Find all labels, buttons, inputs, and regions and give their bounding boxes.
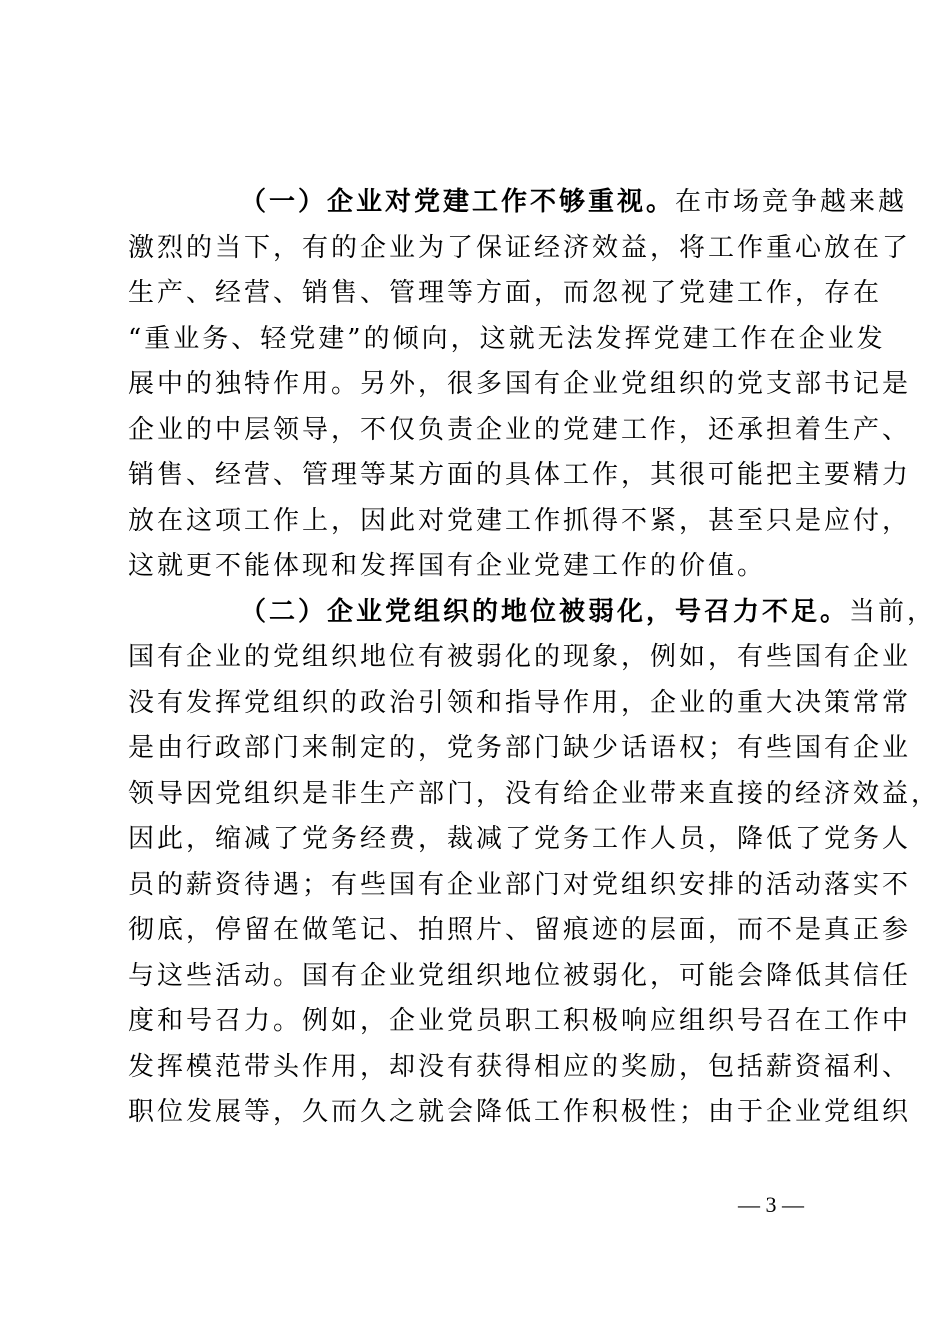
paragraph-2-line: 彻底，停留在做笔记、拍照片、留痕迹的层面，而不是真正参 (128, 915, 912, 945)
paragraph-2-line: 因此，缩减了党务经费，裁减了党务工作人员，降低了党务人 (128, 824, 912, 854)
paragraph-1-line: 生产、经营、销售、管理等方面，而忽视了党建工作，存在 (128, 278, 883, 308)
paragraph-2-line: 发挥模范带头作用，却没有获得相应的奖励，包括薪资福利、 (128, 1051, 912, 1082)
paragraph-1-first-rest: 在市场竞争越来越 (675, 187, 908, 217)
paragraph-2-heading: （二）企业党组织的地位被弱化，号召力不足。 (240, 596, 850, 627)
paragraph-1-line: 销售、经营、管理等某方面的具体工作，其很可能把主要精力 (128, 460, 912, 490)
paragraph-2-line: 没有发挥党组织的政治引领和指导作用，企业的重大决策常常 (128, 687, 912, 718)
paragraph-2-line: 领导因党组织是非生产部门，没有给企业带来直接的经济效益， (128, 778, 941, 809)
paragraph-1-line: 展中的独特作用。另外，很多国有企业党组织的党支部书记是 (128, 369, 912, 399)
paragraph-2-line: 国有企业的党组织地位有被弱化的现象，例如，有些国有企业 (128, 642, 912, 672)
paragraph-2-line: 职位发展等，久而久之就会降低工作积极性；由于企业党组织 (128, 1097, 912, 1127)
paragraph-2-line: 员的薪资待遇；有些国有企业部门对党组织安排的活动落实不 (128, 869, 912, 900)
paragraph-1-line: 企业的中层领导，不仅负责企业的党建工作，还承担着生产、 (128, 414, 912, 445)
paragraph-1-line-1 (128, 180, 908, 226)
body-text (128, 180, 941, 1136)
paragraph-1-line: 放在这项工作上，因此对党建工作抓得不紧，甚至只是应付， (128, 505, 912, 536)
paragraph-1-heading: （一）企业对党建工作不够重视。 (240, 187, 676, 217)
paragraph-2-first-rest: 当前， (849, 596, 937, 627)
paragraph-1-line: 这就更不能体现和发挥国有企业党建工作的价值。 (128, 551, 767, 581)
paragraph-2-line-1 (128, 590, 937, 636)
paragraph-1-line: “重业务、轻党建”的倾向，这就无法发挥党建工作在企业发 (128, 323, 886, 354)
paragraph-2-line: 与这些活动。国有企业党组织地位被弱化，可能会降低其信任 (128, 960, 912, 991)
paragraph-1-line: 激烈的当下，有的企业为了保证经济效益，将工作重心放在了 (128, 232, 912, 263)
paragraph-2-line: 是由行政部门来制定的，党务部门缺少话语权；有些国有企业 (128, 733, 912, 763)
paragraph-2-line: 度和号召力。例如，企业党员职工积极响应组织号召在工作中 (128, 1006, 912, 1036)
page-number: — 3 — (738, 1192, 804, 1217)
